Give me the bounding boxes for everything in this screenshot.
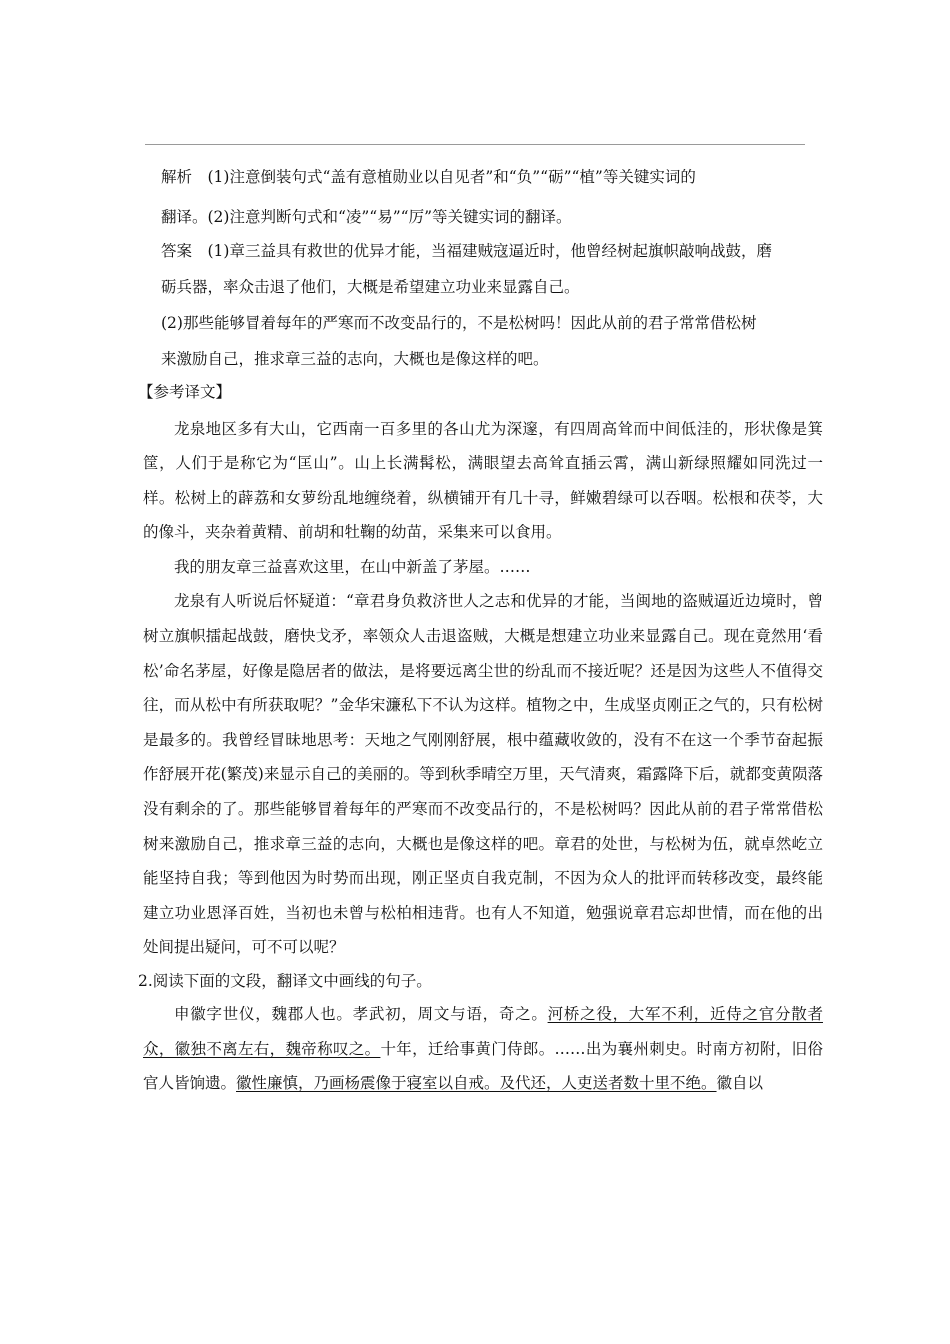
passage-text-3: 徽自以 — [716, 1074, 764, 1093]
passage-text-2: 十年，迁给事黄门侍郎。……出为襄州刺史。时南方初附，旧俗官人皆饷遗。 — [143, 1039, 823, 1093]
translation-paragraph-3: 龙泉有人听说后怀疑道：“章君身负救济世人之志和优异的才能，当闽地的盗贼逼近边境时，曾树立旗帜擂起战鼓，磨快戈矛，率领众人击退盗贼，大概是想建立功业来显露自己。现在竟然用‘看松’命名茅屋，好像是隐居者的做法，是将要远离尘世的纷乱而不接近呢？还是因为这些人不值得交往，而从松中有所获取呢？”金华宋濂私下不认为这样。植物之中，生成坚贞刚正之气的，只有松树是最多的。我曾经冒昧地思考：天地之气刚刚舒展，根中蕴藏收敛的，没有不在这一个季节奋起振作舒展开花(繁茂)来显示自己的美丽的。等到秋季晴空万里，天气清爽，霜露降下后，就都变黄陨落没有剩余的了。那些能够冒着每年的严寒而不改变品行的，不是松树吗？因此从前的君子常常借松树来激励自己，推求章三益的志向，大概也是像这样的吧。章君的处世，与松树为伍，就卓然屹立能坚持自我；等到他因为时势而出现，刚正坚贞自我克制，不因为众人的批评而转移改变，最终能建立功业恩泽百姓，当初也未曾与松柏相违背。也有人不知道，勉强说章君忘却世情，而在他的出处间提出疑问，可不可以呢？ — [143, 592, 823, 957]
document-body — [138, 150, 823, 1101]
question-2-prompt: 2.阅读下面的文段，翻译文中画线的句子。 — [138, 972, 432, 990]
underlined-sentence-1: 河桥之役，大军不利，近侍之官分散者众，徽独不离左右，魏帝称叹之。 — [143, 1005, 823, 1058]
answer-block — [143, 233, 823, 377]
translation-paragraph-1: 龙泉地区多有大山，它西南一百多里的各山尤为深邃，有四周高耸而中间低洼的，形状像是箕筐，人们于是称它为“匡山”。山上长满髯松，满眼望去高耸直插云霄，满山新绿照耀如同洗过一样。松树上的薜荔和女萝纷乱地缠绕着，纵横铺开有几十寻，鲜嫩碧绿可以吞咽。松根和茯苓，大的像斗，夹杂着黄精、前胡和牡鞠的幼苗，采集来可以食用。 — [143, 419, 823, 542]
answer-line-2: 砺兵器，率众击退了他们，大概是希望建立功业来显露自己。 — [161, 278, 580, 296]
answer-line-1: 答案 (1)章三益具有救世的优异才能，当福建贼寇逼近时，他曾经树起旗帜敲响战鼓，磨 — [161, 242, 772, 260]
analysis-line-1: 解析 (1)注意倒装句式“盖有意植勋业以自见者”和“负”“砺”“植”等关键实词的 — [161, 168, 696, 186]
underlined-sentence-2: 徽性廉慎，乃画杨震像于寝室以自戒。及代还，人吏送者数十里不绝。 — [236, 1074, 717, 1093]
header-divider — [145, 144, 805, 145]
passage-text-1: 申徽字世仪，魏郡人也。孝武初，周文与语，奇之。 — [174, 1005, 548, 1023]
answer-line-3: (2)那些能够冒着每年的严寒而不改变品行的，不是松树吗！因此从前的君子常常借松树 — [161, 314, 757, 332]
answer-line-4: 来激励自己，推求章三益的志向，大概也是像这样的吧。 — [161, 350, 549, 368]
analysis-line-2: 翻译。(2)注意判断句式和“凌”“易”“厉”等关键实词的翻译。 — [161, 208, 572, 226]
translation-paragraph-2: 我的朋友章三益喜欢这里，在山中新盖了茅屋。…… — [174, 557, 531, 576]
question-2-passage — [143, 997, 823, 1101]
reference-translation — [143, 412, 823, 966]
analysis-block — [143, 157, 823, 237]
reference-translation-heading: 【参考译文】 — [138, 383, 232, 401]
